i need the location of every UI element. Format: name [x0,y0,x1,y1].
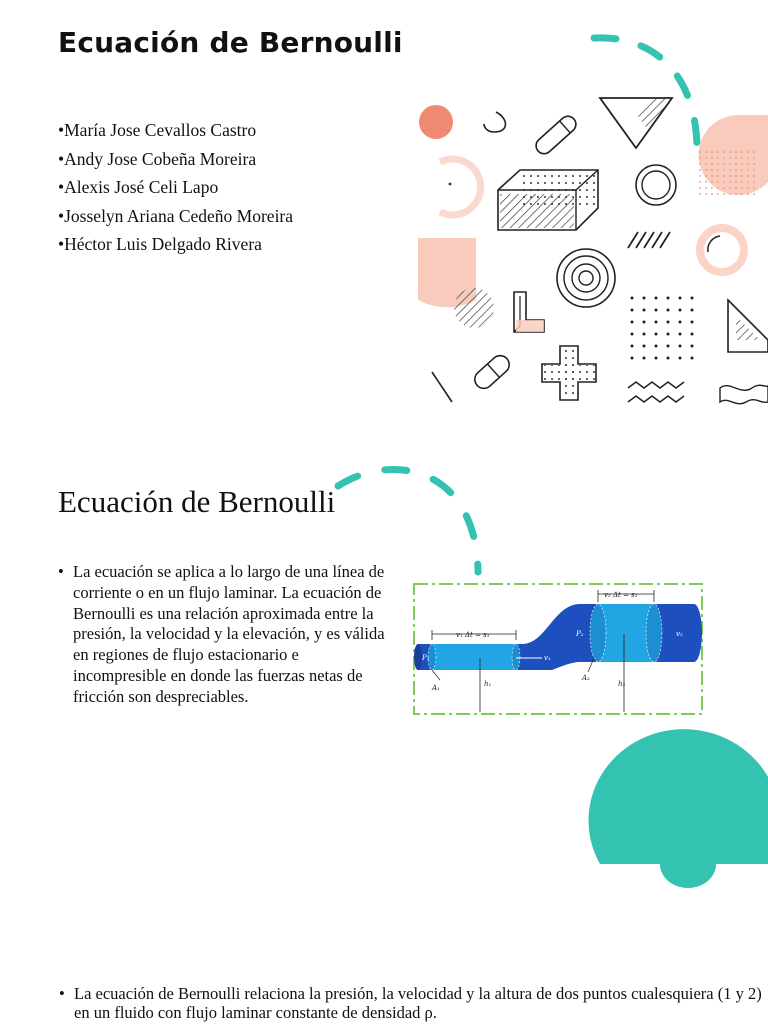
author-item: •María Jose Cevallos Castro [58,120,257,140]
label-v2-dt: v₂ Δt = s₂ [604,591,638,599]
label-p1: P₁ [422,654,430,662]
label-a1: A₁ [432,684,440,692]
slide-title: Ecuación de Bernoulli [58,26,403,59]
bullet-mark: • [59,984,65,1003]
author-item: •Andy Jose Cobeña Moreira [58,148,257,169]
label-v1-dt: v₁ Δt = s₁ [456,631,490,639]
label-p2: P₂ [576,630,584,638]
label-v2: v₂ [676,630,683,638]
teal-semicircle-decoration [0,432,768,864]
author-item: •Héctor Luis Delgado Rivera [58,234,262,254]
bullet-mark: • [58,562,64,581]
bullet-text: La ecuación de Bernoulli relaciona la presión, la velocidad y la altura de dos puntos cualesquiera (1 y 2) en un fluido con flujo laminar constante de densidad ρ. [74,984,762,1022]
slide-1 [0,0,768,432]
bullet-text: La ecuación se aplica a lo largo de una línea de corriente o en un flujo laminar. La ecuación de Bernoulli es una relación aproximada entre la presión, la velocidad y la elevación, y es válida en regiones de flujo estacionario e incompresible en donde las fuerzas netas de fricción son despreciables. [73,562,385,706]
author-item: •Josselyn Ariana Cedeño Moreira [58,205,294,226]
slide-3 [0,864,768,1024]
geometric-pattern-illustration [410,90,768,420]
bullet-paragraph [59,984,764,1022]
label-a2: A₂ [582,674,590,682]
label-h1: h₁ [484,680,492,688]
slide-title: Ecuación de Bernoulli [58,484,336,519]
slide-2 [0,432,768,864]
author-item: •Alexis José Celi Lapo [58,177,219,197]
label-h2: h₂ [618,680,626,688]
label-v1: v₁ [544,654,551,662]
